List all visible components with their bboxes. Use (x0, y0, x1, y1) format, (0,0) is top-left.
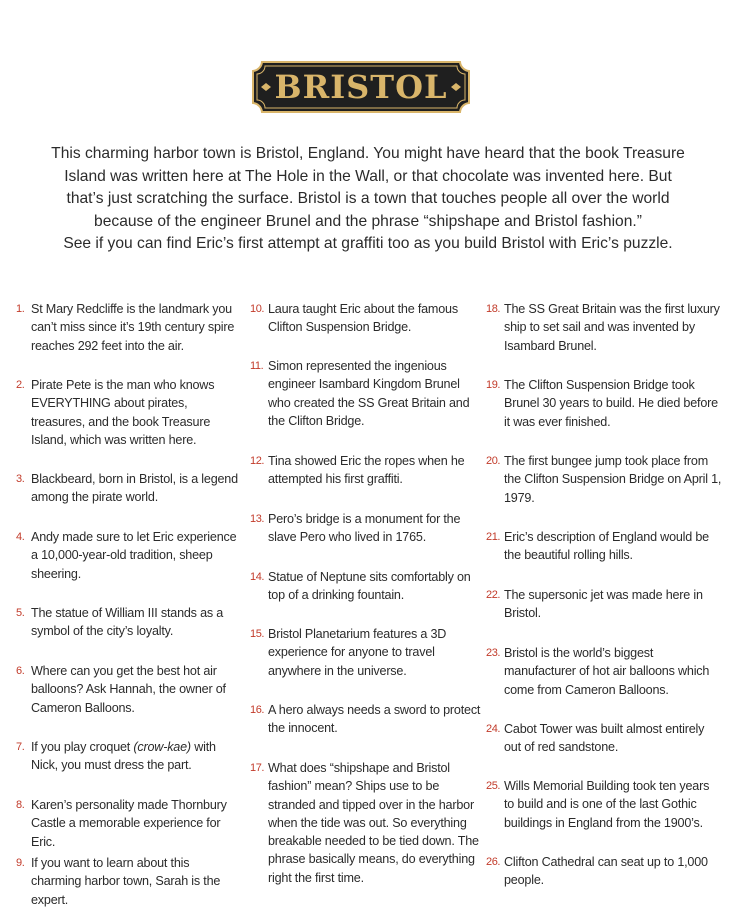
item-number: 24. (486, 723, 501, 735)
list-item (250, 568, 482, 605)
item-number: 13. (250, 513, 265, 525)
intro-line: Island was written here at The Hole in the Wall, or that chocolate was invented here. But (64, 167, 672, 185)
item-text: A hero always needs a sword to protect the innocent. (268, 703, 481, 736)
list-item (486, 777, 722, 832)
item-text: Pirate Pete is the man who knows EVERYTHING about pirates, treasures, and the book Treasure Island, which was written here. (31, 378, 215, 447)
item-number: 18. (486, 303, 501, 315)
item-number: 1. (16, 303, 25, 315)
item-text: What does “shipshape and Bristol fashion” mean? Ships use to be stranded and tipped over in the harbor when the tide was out. So everything breakable needed to be tied down. The phrase basically means, do everything right the first time. (268, 761, 479, 885)
list-item (16, 528, 241, 583)
item-number: 7. (16, 741, 25, 753)
list-item (250, 357, 482, 430)
list-item (16, 470, 241, 507)
item-number: 23. (486, 647, 501, 659)
item-text: Cabot Tower was built almost entirely out of red sandstone. (504, 722, 705, 755)
item-number: 16. (250, 704, 265, 716)
item-text: The Clifton Suspension Bridge took Brunel 30 years to build. He died before it was ever finished. (504, 378, 718, 429)
item-number: 19. (486, 379, 501, 391)
list-item (250, 759, 482, 887)
item-number: 20. (486, 455, 501, 467)
item-number: 25. (486, 780, 501, 792)
list-item (16, 738, 241, 775)
list-item (16, 662, 241, 717)
intro-line: See if you can find Eric’s first attempt at graffiti too as you build Bristol with Eric’s puzzle. (63, 235, 673, 252)
item-number: 6. (16, 665, 25, 677)
item-number: 14. (250, 571, 265, 583)
item-text: Pero’s bridge is a monument for the slave Pero who lived in 1765. (268, 512, 461, 545)
item-text: The first bungee jump took place from the Clifton Suspension Bridge on April 1, 1979. (504, 454, 722, 505)
list-item (486, 720, 722, 757)
page-title: BRISTOL (274, 68, 448, 106)
list-item (486, 644, 722, 699)
item-text: Where can you get the best hot air balloons? Ask Hannah, the owner of Cameron Balloons. (31, 664, 226, 715)
item-number: 10. (250, 303, 265, 315)
item-text: The SS Great Britain was the first luxury ship to set sail and was invented by Isambard Brunel. (504, 302, 720, 353)
list-item (250, 510, 482, 547)
list-item (486, 376, 722, 431)
list-item (16, 796, 241, 851)
list-item (250, 300, 482, 337)
item-text: Karen’s personality made Thornbury Castle a memorable experience for Eric. (31, 798, 227, 849)
item-number: 3. (16, 473, 25, 485)
item-text: Tina showed Eric the ropes when he attempted his first graffiti. (268, 454, 465, 487)
item-number: 9. (16, 857, 25, 869)
item-text-part: with Nick, you must dress the part. (31, 740, 216, 773)
list-item (16, 300, 241, 355)
item-text: Simon represented the ingenious engineer Isambard Kingdom Brunel who created the SS Great Britain and the Clifton Bridge. (268, 359, 470, 428)
list-item (16, 854, 241, 909)
list-item (250, 701, 482, 738)
item-text (31, 738, 241, 775)
list-item (486, 452, 722, 507)
item-text: Eric’s description of England would be the beautiful rolling hills. (504, 530, 709, 563)
item-text: Blackbeard, born in Bristol, is a legend among the pirate world. (31, 472, 238, 505)
item-text: Bristol is the world’s biggest manufacturer of hot air balloons which come from Cameron Balloons. (504, 646, 710, 697)
list-item (486, 586, 722, 623)
item-number: 4. (16, 531, 25, 543)
item-number: 2. (16, 379, 25, 391)
item-text: Andy made sure to let Eric experience a 10,000-year-old tradition, sheep sheering. (31, 530, 237, 581)
list-item (486, 300, 722, 355)
item-text: Laura taught Eric about the famous Clifton Suspension Bridge. (268, 302, 458, 335)
intro-paragraph (20, 143, 716, 256)
list-item (250, 452, 482, 489)
list-item (486, 528, 722, 565)
title-plaque (250, 59, 472, 115)
item-number: 22. (486, 589, 501, 601)
pronunciation: (crow-kae) (133, 740, 191, 754)
item-text: Wills Memorial Building took ten years to build and is one of the last Gothic buildings in England from the 1900’s. (504, 779, 710, 830)
item-text: The supersonic jet was made here in Bristol. (504, 588, 703, 621)
item-number: 15. (250, 628, 265, 640)
item-text: Statue of Neptune sits comfortably on top of a drinking fountain. (268, 570, 471, 603)
item-number: 26. (486, 856, 501, 868)
item-text: St Mary Redcliffe is the landmark you can’t miss since it’s 19th century spire reaches 292 feet into the air. (31, 302, 235, 353)
list-item (250, 625, 482, 680)
item-number: 5. (16, 607, 25, 619)
item-text: Clifton Cathedral can seat up to 1,000 people. (504, 855, 708, 888)
list-item (16, 376, 241, 449)
item-text: The statue of William III stands as a symbol of the city’s loyalty. (31, 606, 224, 639)
list-item (16, 604, 241, 641)
item-text-part: If you play croquet (31, 740, 134, 754)
item-text: If you want to learn about this charming harbor town, Sarah is the expert. (31, 856, 221, 907)
item-number: 21. (486, 531, 501, 543)
item-text: Bristol Planetarium features a 3D experience for anyone to travel anywhere in the universe. (268, 627, 447, 678)
list-item (486, 853, 722, 890)
item-number: 12. (250, 455, 265, 467)
item-number: 17. (250, 762, 265, 774)
item-number: 11. (250, 360, 264, 372)
intro-line: because of the engineer Brunel and the phrase “shipshape and Bristol fashion.” (94, 212, 642, 230)
intro-line: This charming harbor town is Bristol, England. You might have heard that the book Treasure (51, 145, 685, 162)
item-number: 8. (16, 799, 25, 811)
intro-line: that’s just scratching the surface. Bristol is a town that touches people all over the world (66, 190, 670, 207)
